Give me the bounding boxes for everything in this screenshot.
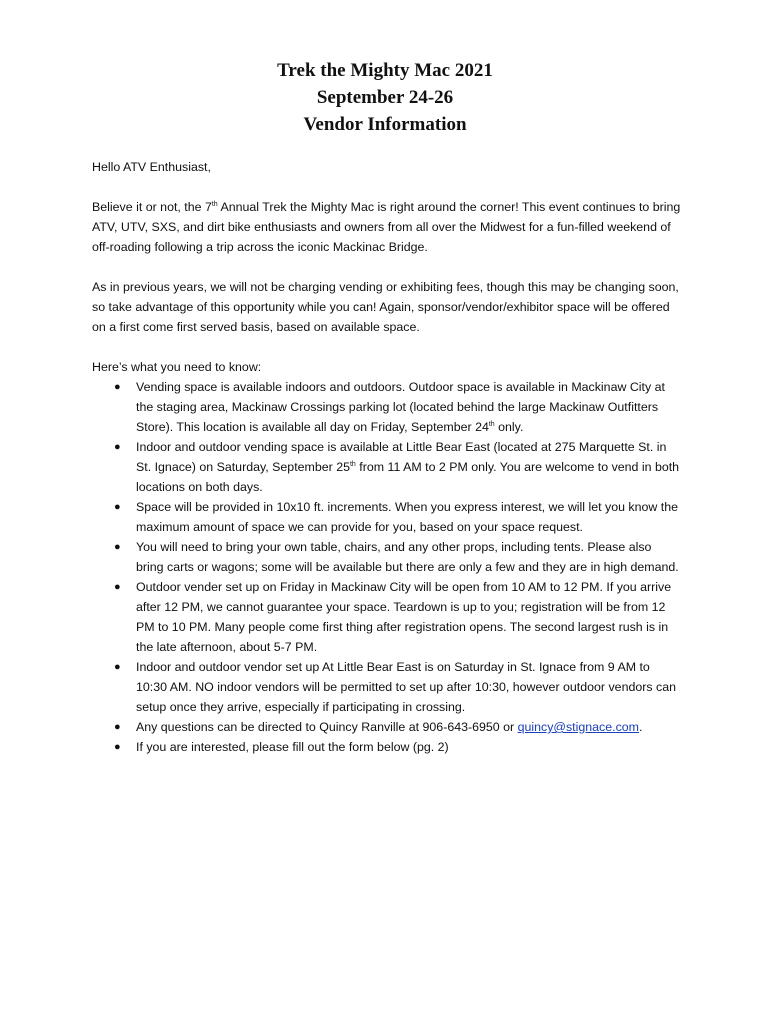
list-item bbox=[92, 437, 682, 497]
ordinal-suffix: th bbox=[349, 461, 356, 468]
bullet-icon: ● bbox=[114, 741, 121, 753]
list-item bbox=[92, 497, 682, 537]
title-dates: September 24-26 bbox=[316, 87, 454, 108]
paragraph-fees: As in previous years, we will not be charging vending or exhibiting fees, though this may be changing soon, so take advantage of this opportunity while you can! Again, sponsor/vendor/exhibitor space will be offered on a first come first served basis, based on available space. bbox=[92, 280, 679, 334]
document-title bbox=[0, 57, 770, 138]
document-body bbox=[92, 157, 682, 757]
list-item bbox=[92, 737, 682, 757]
title-subject: Vendor Information bbox=[303, 114, 467, 135]
bullet-icon: ● bbox=[114, 661, 121, 673]
list-item bbox=[92, 657, 682, 717]
paragraph-text: Annual Trek the Mighty Mac is right around the corner! This event continues to bring ATV, UTV, SXS, and dirt bike enthusiasts and owners from all over the Midwest for a fun-filled weekend of off-roading following a trip across the iconic Mackinac Bridge. bbox=[92, 200, 681, 254]
email-link[interactable]: quincy@stignace.com bbox=[517, 720, 639, 734]
list-item-text: Space will be provided in 10x10 ft. increments. When you express interest, we will let you know the maximum amount of space we can provide for you, based on your space request. bbox=[136, 500, 679, 534]
list-item bbox=[92, 377, 682, 437]
ordinal-suffix: th bbox=[211, 201, 218, 208]
list-item-text: Vending space is available indoors and outdoors. Outdoor space is available in Mackinaw City at the staging area, Mackinaw Crossings parking lot (located behind the large Mackinaw Outfitters Store). This location is available all day on Friday, September 24 bbox=[136, 380, 665, 434]
paragraph-text: Believe it or not, the 7 bbox=[92, 200, 212, 214]
bullet-icon: ● bbox=[114, 381, 121, 393]
bullet-icon: ● bbox=[114, 581, 121, 593]
list-intro: Here’s what you need to know: bbox=[92, 360, 262, 374]
list-item-text: Indoor and outdoor vending space is available at Little Bear East (located at 275 Marquette St. in St. Ignace) on Saturday, September 25 bbox=[136, 440, 667, 474]
list-item-text: You will need to bring your own table, chairs, and any other props, including tents. Please also bring carts or wagons; some will be available but there are only a few and they are in high demand. bbox=[136, 540, 679, 574]
list-item-text: If you are interested, please fill out the form below (pg. 2) bbox=[136, 740, 449, 754]
list-item bbox=[92, 577, 682, 657]
list-item-text: Indoor and outdoor vendor set up At Little Bear East is on Saturday in St. Ignace from 9 AM to 10:30 AM. NO indoor vendors will be permitted to set up after 10:30, however outdoor vendors can setup once they arrive, especially if participating in crossing. bbox=[136, 660, 676, 714]
bullet-icon: ● bbox=[114, 501, 121, 513]
greeting: Hello ATV Enthusiast, bbox=[92, 160, 211, 174]
list-item bbox=[92, 717, 682, 737]
bullet-icon: ● bbox=[114, 441, 121, 453]
list-item bbox=[92, 537, 682, 577]
info-list bbox=[92, 377, 682, 757]
list-item-text: . bbox=[639, 720, 643, 734]
title-event: Trek the Mighty Mac 2021 bbox=[277, 60, 493, 81]
paragraph-intro-event bbox=[92, 197, 682, 257]
bullet-icon: ● bbox=[114, 721, 121, 733]
list-item-text: Any questions can be directed to Quincy Ranville at 906-643-6950 or bbox=[136, 720, 518, 734]
list-item-text: from 11 AM to 2 PM only. You are welcome to vend in both locations on both days. bbox=[136, 460, 680, 494]
ordinal-suffix: th bbox=[488, 421, 495, 428]
list-item-text: Outdoor vender set up on Friday in Mackinaw City will be open from 10 AM to 12 PM. If you arrive after 12 PM, we cannot guarantee your space. Teardown is up to you; registration will be from 12 PM to 10 PM. Many people come first thing after registration opens. The second largest rush is in the late afternoon, about 5-7 PM. bbox=[136, 580, 672, 654]
bullet-icon: ● bbox=[114, 541, 121, 553]
list-item-text: only. bbox=[494, 420, 524, 434]
